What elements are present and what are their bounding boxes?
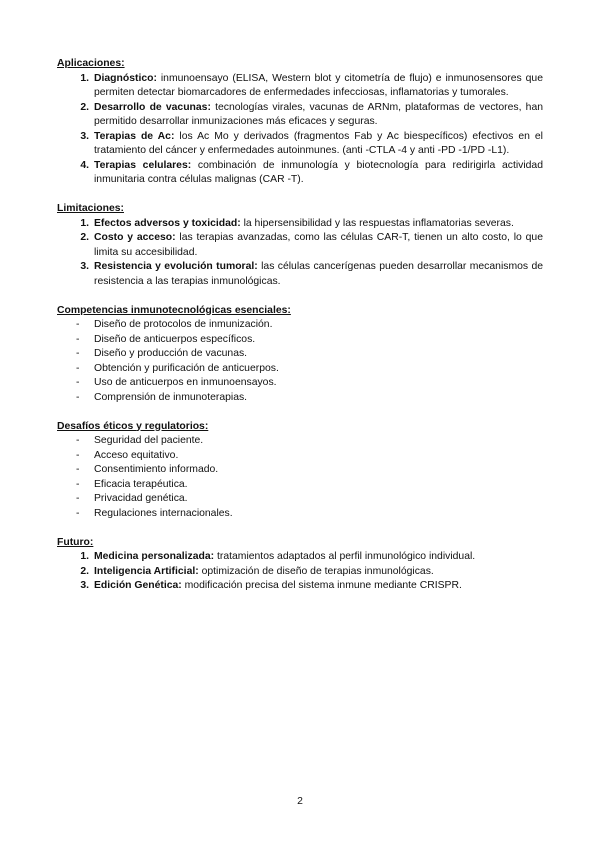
list-item: [57, 318, 543, 333]
item-number: 1.: [80, 551, 89, 562]
item-number: 3.: [80, 130, 89, 142]
dash-bullet: -: [76, 449, 80, 461]
dash-bullet: -: [76, 435, 80, 446]
dash-bullet: -: [76, 377, 80, 388]
item-text: modificación precisa del sistema inmune mediante CRISPR.: [181, 580, 462, 591]
item-term: Terapias celulares:: [94, 159, 192, 171]
item-text: Privacidad genética.: [94, 493, 188, 504]
section-competencias: [57, 304, 543, 406]
dash-bullet: -: [76, 391, 80, 403]
list-item: [57, 579, 543, 594]
item-number: 2.: [80, 232, 89, 243]
item-term: Desarrollo de vacunas:: [94, 101, 211, 113]
numbered-list: [57, 217, 543, 290]
item-text: Acceso equitativo.: [94, 449, 179, 461]
item-term: Costo y acceso:: [94, 232, 176, 243]
section-limitaciones: [57, 202, 543, 289]
list-item: [57, 72, 543, 101]
dash-bullet: -: [76, 348, 80, 359]
list-item: [57, 478, 543, 493]
list-item: [57, 434, 543, 449]
list-item: [57, 362, 543, 377]
list-item: [57, 130, 543, 159]
list-item: [57, 333, 543, 348]
item-text: las células cancerígenas pueden desarrollar mecanismos de resistencia a las terapias inmunológicas.: [94, 261, 544, 287]
item-term: Inteligencia Artificial:: [94, 565, 199, 577]
list-item: [57, 565, 543, 580]
list-item: [57, 260, 543, 289]
section-desafios: [57, 420, 543, 522]
item-text: los Ac Mo y derivados (fragmentos Fab y Ac biespecíficos) efectivos en el tratamiento del cáncer y enfermedades autoinmunes. (anti -CTLA -4 y anti -PD -1/PD -L1).: [94, 130, 543, 156]
numbered-list: [57, 550, 543, 594]
dash-bullet: -: [76, 319, 80, 330]
dash-bullet: -: [76, 333, 80, 345]
item-text: Diseño de protocolos de inmunización.: [94, 319, 273, 330]
item-term: Resistencia y evolución tumoral:: [94, 261, 258, 272]
item-text: Comprensión de inmunoterapias.: [94, 391, 248, 403]
item-text: Diseño y producción de vacunas.: [94, 348, 248, 359]
item-term: Terapias de Ac:: [94, 130, 175, 142]
section-heading: Aplicaciones:: [57, 58, 125, 69]
item-number: 4.: [80, 159, 89, 171]
section-aplicaciones: [57, 57, 543, 188]
item-number: 2.: [80, 101, 89, 113]
item-text: Seguridad del paciente.: [94, 435, 204, 446]
item-text: la hipersensibilidad y las respuestas inflamatorias severas.: [240, 217, 514, 229]
list-item: [57, 507, 543, 522]
item-text: inmunoensayo (ELISA, Western blot y citometría de flujo) e inmunosensores que permiten detectar biomarcadores de enfermedades infecciosas, inflamatorias y tumorales.: [94, 72, 543, 98]
dash-bullet: -: [76, 362, 80, 374]
list-item: [57, 101, 543, 130]
item-text: las terapias avanzadas, como las células CAR-T, tienen un alto costo, lo que limita su accesibilidad.: [94, 232, 543, 258]
item-number: 2.: [80, 565, 89, 577]
dash-bullet: -: [76, 464, 80, 475]
list-item: [57, 217, 543, 232]
item-text: Diseño de anticuerpos específicos.: [94, 333, 256, 345]
numbered-list: [57, 72, 543, 188]
list-item: [57, 463, 543, 478]
list-item: [57, 449, 543, 464]
item-term: Edición Genética:: [94, 580, 182, 591]
list-item: [57, 159, 543, 188]
item-term: Medicina personalizada:: [94, 551, 215, 562]
item-term: Diagnóstico:: [94, 72, 157, 84]
list-item: [57, 231, 543, 260]
section-heading: Competencias inmunotecnológicas esenciales:: [57, 304, 291, 316]
section-heading: Limitaciones:: [57, 203, 124, 214]
item-number: 3.: [80, 261, 89, 272]
list-item: [57, 391, 543, 406]
item-text: tratamientos adaptados al perfil inmunológico individual.: [214, 551, 476, 562]
list-item: [57, 492, 543, 507]
item-number: 1.: [80, 217, 89, 229]
dash-bullet: -: [76, 493, 80, 504]
dashed-list: [57, 434, 543, 521]
dash-bullet: -: [76, 507, 80, 519]
list-item: [57, 347, 543, 362]
dash-bullet: -: [76, 478, 80, 490]
list-item: [57, 550, 543, 565]
item-text: Eficacia terapéutica.: [94, 478, 188, 490]
dashed-list: [57, 318, 543, 405]
item-text: combinación de inmunología y biotecnología para redirigirla actividad inmunitaria contra células malignas (CAR -T).: [94, 159, 543, 185]
item-text: tecnologías virales, vacunas de ARNm, plataformas de vectores, han permitido desarrollar inmunizaciones más eficaces y seguras.: [94, 101, 544, 127]
item-text: optimización de diseño de terapias inmunológicas.: [198, 565, 434, 577]
item-term: Efectos adversos y toxicidad:: [94, 217, 241, 229]
item-text: Obtención y purificación de anticuerpos.: [94, 362, 279, 374]
item-number: 1.: [80, 72, 89, 84]
item-text: Regulaciones internacionales.: [94, 507, 233, 519]
item-number: 3.: [80, 580, 89, 591]
section-heading: Desafíos éticos y regulatorios:: [57, 420, 209, 432]
list-item: [57, 376, 543, 391]
document-page: [57, 57, 543, 608]
page-number: 2: [297, 796, 303, 807]
section-futuro: [57, 536, 543, 594]
item-text: Consentimiento informado.: [94, 464, 219, 475]
item-text: Uso de anticuerpos en inmunoensayos.: [94, 377, 277, 388]
section-heading: Futuro:: [57, 536, 94, 548]
